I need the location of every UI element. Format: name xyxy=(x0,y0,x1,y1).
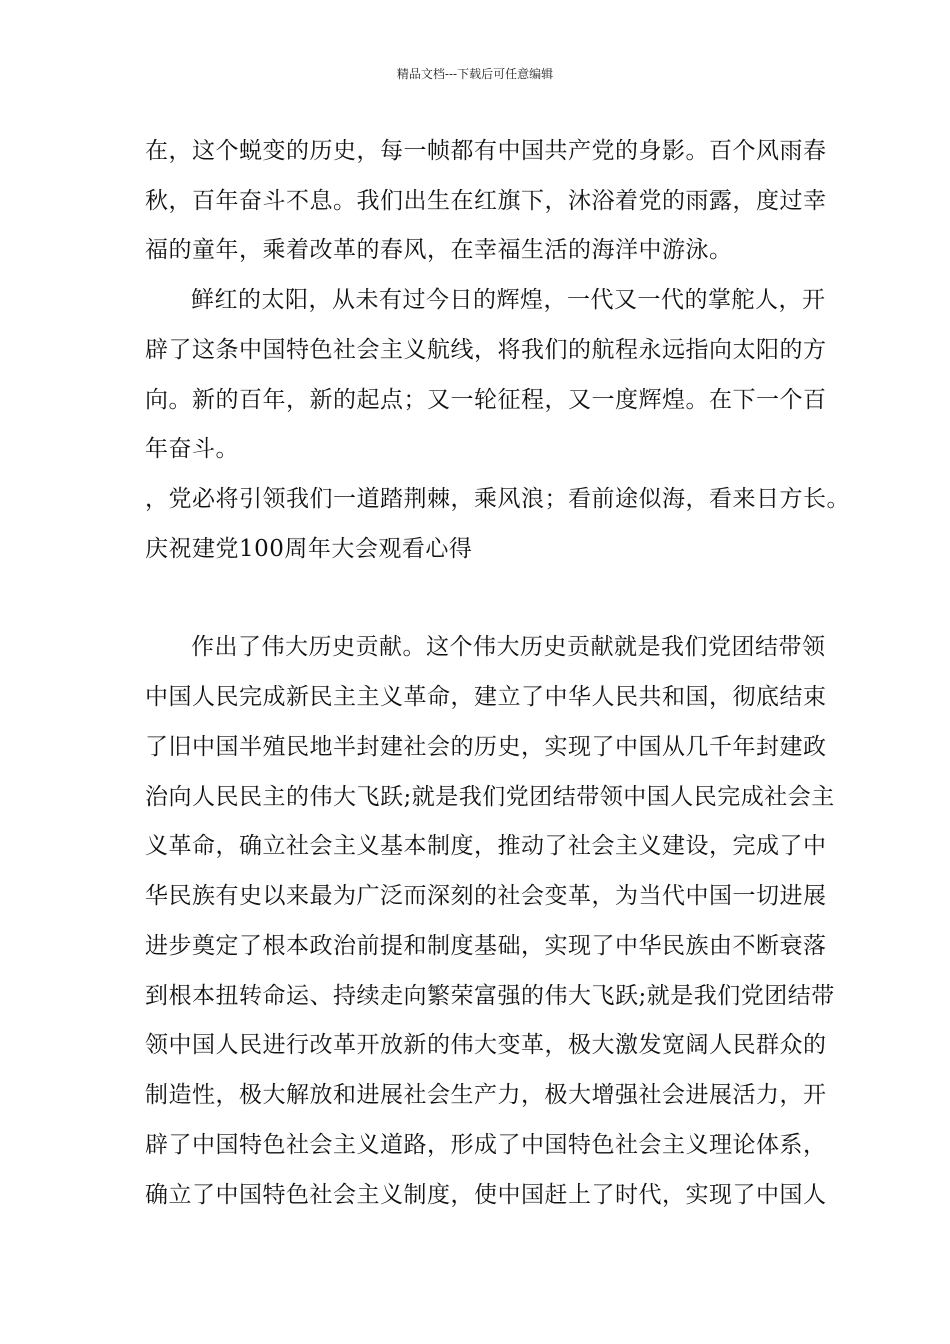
text-line: 向。新的百年，新的起点；又一轮征程，又一度辉煌。在下一个百 xyxy=(145,387,827,413)
text-line: 进步奠定了根本政治前提和制度基础，实现了中华民族由不断衰落 xyxy=(145,933,827,959)
text-line: 了旧中国半殖民地半封建社会的历史，实现了中国从几千年封建政 xyxy=(145,734,827,760)
text-line: 辟了中国特色社会主义道路，形成了中国特色社会主义理论体系， xyxy=(145,1132,827,1158)
text-line: 领中国人民进行改革开放新的伟大变革，极大激发宽阔人民群众的 xyxy=(145,1032,827,1058)
text-line: 中国人民完成新民主主义革命，建立了中华人民共和国，彻底结束 xyxy=(145,684,827,710)
text-line: 到根本扭转命运、持续走向繁荣富强的伟大飞跃;就是我们党团结带 xyxy=(145,983,835,1009)
text-line: 年奋斗。 xyxy=(145,436,239,462)
text-line: 秋，百年奋斗不息。我们出生在红旗下，沐浴着党的雨露，度过幸 xyxy=(145,188,827,214)
text-line: 在，这个蜕变的历史，每一帧都有中国共产党的身影。百个风雨春 xyxy=(145,138,827,164)
text-line: 福的童年，乘着改革的春风，在幸福生活的海洋中游泳。 xyxy=(145,237,733,263)
text-line: 鲜红的太阳，从未有过今日的辉煌，一代又一代的掌舵人，开 xyxy=(191,287,826,313)
text-line: 辟了这条中国特色社会主义航线，将我们的航程永远指向太阳的方 xyxy=(145,337,827,363)
page-header: 精品文档---下载后可任意编辑 xyxy=(396,67,554,81)
text-line: 治向人民民主的伟大飞跃;就是我们党团结带领中国人民完成社会主 xyxy=(145,784,835,810)
text-line: 义革命，确立社会主义基本制度，推动了社会主义建设，完成了中 xyxy=(145,833,827,859)
section-title: 庆祝建党100周年大会观看心得 xyxy=(145,536,473,562)
text-line: 制造性，极大解放和进展社会生产力，极大增强社会进展活力，开 xyxy=(145,1082,827,1108)
text-line: 华民族有史以来最为广泛而深刻的社会变革，为当代中国一切进展 xyxy=(145,883,827,909)
text-line: 确立了中国特色社会主义制度，使中国赶上了时代，实现了中国人 xyxy=(145,1182,827,1208)
text-line: 作出了伟大历史贡献。这个伟大历史贡献就是我们党团结带领 xyxy=(191,634,826,660)
text-line: ，党必将引领我们一道踏荆棘，乘风浪；看前途似海，看来日方长。 xyxy=(145,486,850,512)
